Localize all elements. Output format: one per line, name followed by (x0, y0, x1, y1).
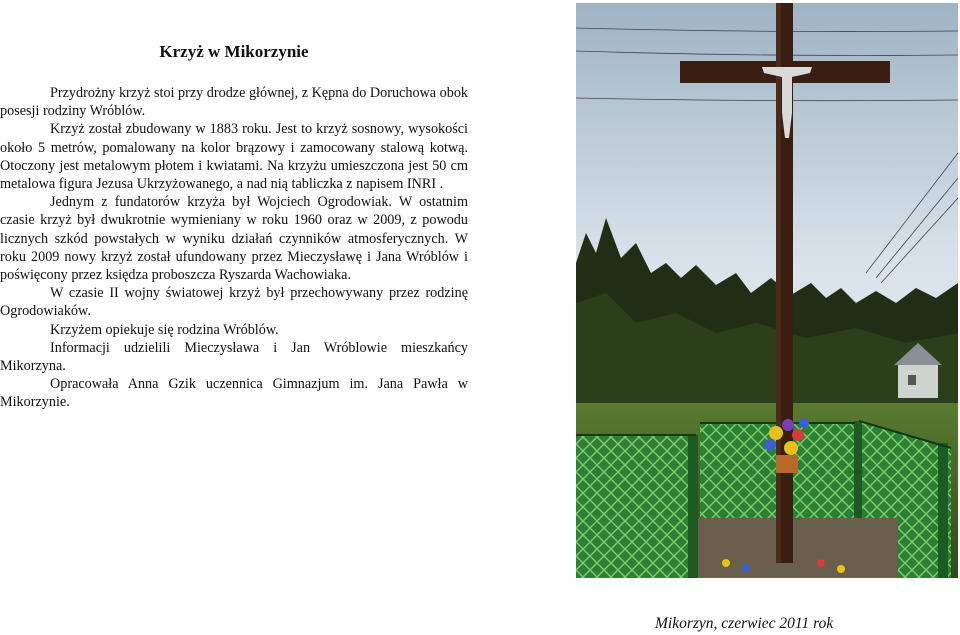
paragraph-text: Przydrożny krzyż stoi przy drodze głównej, z Kępna do Doruchowa obok posesji rodziny Wróblów. (0, 85, 469, 120)
paragraph (0, 120, 468, 193)
paragraph (0, 321, 468, 339)
paragraph-text: Jednym z fundatorów krzyża był Wojciech Ogrodowiak. W ostatnim czasie krzyż był dwukrotnie wymieniany w roku 1960 oraz w 2009, z powodu licznych szkód powstałych w wyniku działań czynników atmosferycznych. W roku 2009 nowy krzyż został ufundowany przez Mieczysławę i Jana Wróblów i poświęcony przez księdza proboszcza Ryszarda Wachowiaka. (0, 194, 468, 284)
photo-illustration (576, 3, 958, 578)
paragraph (0, 284, 468, 320)
cross-photo (576, 3, 958, 578)
paragraph-text: Krzyż został zbudowany w 1883 roku. Jest to krzyż sosnowy, wysokości około 5 metrów, pomalowany na kolor brązowy i zamocowany stalową kotwą. Otoczony jest metalowym płotem i kwiatami. Na krzyżu umieszczona jest 50 cm metalowa figura Jezusa Ukrzyżowanego, a nad nią tabliczka z napisem INRI . (0, 121, 468, 193)
page-title: Krzyż w Mikorzynie (159, 42, 309, 61)
paragraph (0, 375, 468, 411)
paragraph-text: W czasie II wojny światowej krzyż był przechowywany przez rodzinę Ogrodowiaków. (0, 285, 468, 320)
paragraph (0, 339, 468, 375)
paragraph-text: Opracowała Anna Gzik uczennica Gimnazjum im. Jana Pawła w Mikorzynie. (0, 376, 468, 411)
grave-bed (698, 518, 898, 578)
paragraph (0, 193, 468, 284)
document-body (0, 84, 468, 412)
paragraph (0, 84, 468, 120)
photo-caption: Mikorzyn, czerwiec 2011 rok (655, 615, 834, 632)
paragraph-text: Krzyżem opiekuje się rodzina Wróblów. (50, 321, 279, 338)
paragraph-text: Informacji udzielili Mieczysława i Jan Wróblowie mieszkańcy Mikorzyna. (0, 339, 468, 375)
